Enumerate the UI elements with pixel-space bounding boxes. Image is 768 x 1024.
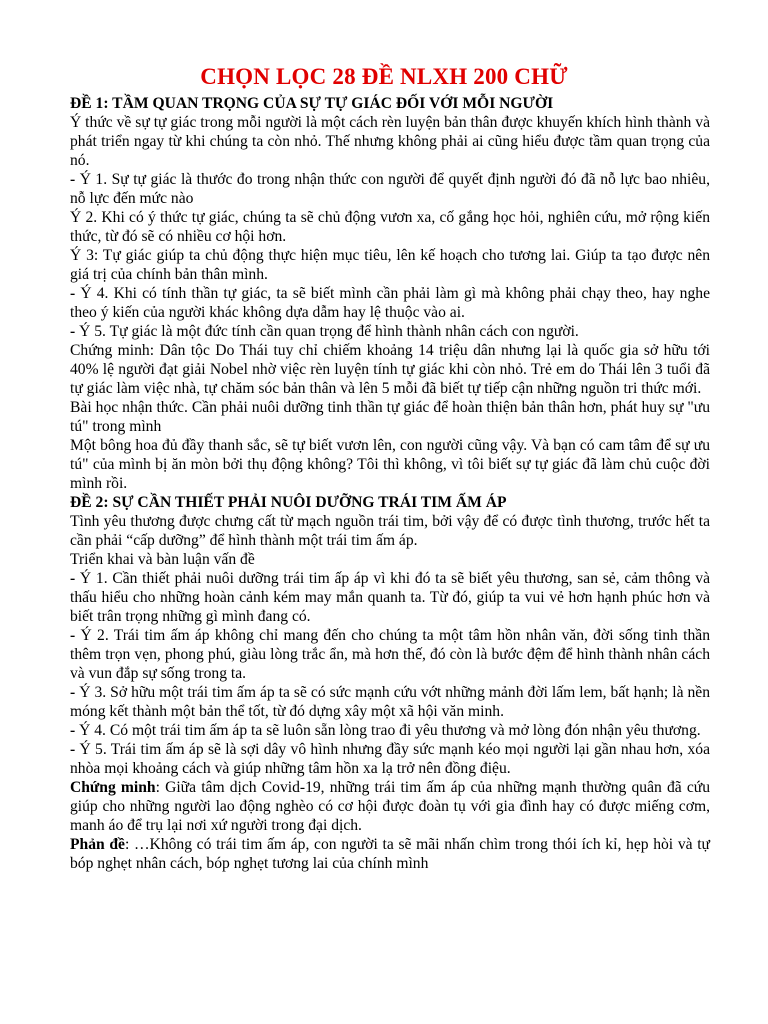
paragraph [70,170,710,208]
paragraph-text: : …Không có trái tim ấm áp, con người ta sẽ mãi nhấn chìm trong thói ích kỉ, hẹp hòi và tự bóp nghẹt nhân cách, bóp nghẹt tương lai của chính mình [70,836,710,872]
paragraph [70,322,710,341]
paragraph [70,721,710,740]
paragraph-text: Ý 4. Có một trái tim ấm áp ta sẽ luôn sẵn lòng trao đi yêu thương và mở lòng đón nhận yêu thương. [79,722,701,739]
paragraph [70,436,710,493]
paragraph [70,246,710,284]
paragraph [70,341,710,398]
paragraph [70,835,710,873]
paragraph-text: : Giữa tâm dịch Covid-19, những trái tim ấm áp của những mạnh thường quân đã cứu giúp cho những người lao động nghèo có cơ hội được đoàn tụ với gia đình hay có được miếng cơm, manh áo để trụ lại nơi xứ người trong đại dịch. [70,779,710,834]
paragraph-lead: - [70,285,81,302]
paragraph-text: Triển khai và bàn luận vấn đề [70,551,255,568]
paragraph-lead: - [70,627,81,644]
paragraph-lead: - [70,171,80,188]
paragraph-lead: - [70,323,80,340]
paragraph-text: Ý 1. Cần thiết phải nuôi dưỡng trái tim ấp áp vì khi đó ta sẽ biết yêu thương, san sẻ, cảm thông và thấu hiểu cho những hoàn cảnh kém may mắn quanh ta. Từ đó, giúp ta vui vẻ hơn hạnh phúc hơn và biết trân trọng những gì mình đang có. [70,570,710,625]
paragraph-text: Ý thức về sự tự giác trong mỗi người là một cách rèn luyện bản thân được khuyến khích hình thành và phát triển ngay từ khi chúng ta còn nhỏ. Thế nhưng không phải ai cũng hiểu được tầm quan trọng của nó. [70,114,710,169]
paragraph [70,569,710,626]
paragraph-text: Tình yêu thương được chưng cất từ mạch nguồn trái tim, bởi vậy để có được tình thương, trước hết ta cần phải “cấp dưỡng” để hình thành một trái tim ấm áp. [70,513,710,549]
paragraph-text: Ý 5. Tự giác là một đức tính cần quan trọng để hình thành nhân cách con người. [79,323,579,340]
paragraph-text: Ý 4. Khi có tính thần tự giác, ta sẽ biết mình cần phải làm gì mà không phải chạy theo, hay nghe theo ý kiến của người khác không dựa dẫm hay lệ thuộc vào ai. [70,285,710,321]
paragraph-lead: - [70,684,80,701]
paragraph-text: Ý 2. Trái tim ấm áp không chỉ mang đến cho chúng ta một tâm hồn nhân văn, đời sống tinh thần thêm trọn vẹn, phong phú, giàu lòng trắc ẩn, mà hơn thế, đó còn là bước đệm để hình thành nhân cách và vun đắp sự sống trong ta. [70,627,710,682]
paragraph-text: Một bông hoa đủ đầy thanh sắc, sẽ tự biết vươn lên, con người cũng vậy. Và bạn có cam tâm để sự ưu tú" của mình bị ăn mòn bởi thụ động không? Tôi thì không, vì tôi biết sự tự giác đã làm chủ cuộc đời mình rồi. [70,437,710,492]
paragraph-text: Ý 3. Sở hữu một trái tim ấm áp ta sẽ có sức mạnh cứu vớt những mảnh đời lấm lem, bất hạnh; là nền móng kết thành một bản thể tốt, từ đó dựng xây một xã hội văn minh. [70,684,711,720]
paragraph-lead: - [70,722,80,739]
paragraph [70,284,710,322]
paragraph [70,740,710,778]
paragraph [70,113,710,170]
paragraph-lead: - [70,570,80,587]
paragraph [70,550,710,569]
paragraph [70,398,710,436]
paragraph-lead: Phản đề [70,836,125,853]
paragraph [70,512,710,550]
section-heading [70,94,710,113]
paragraph [70,778,710,835]
paragraph-text: Ý 2. Khi có ý thức tự giác, chúng ta sẽ chủ động vươn xa, cố gắng học hỏi, nghiên cứu, mở rộng kiến thức, từ đó sẽ có nhiều cơ hội hơn. [70,209,710,245]
section-heading [70,493,710,512]
paragraph-text: Ý 1. Sự tự giác là thước đo trong nhận thức con người để quyết định người đó đã nỗ lực bao nhiêu, nỗ lực đến mức nào [70,171,711,207]
document-title: CHỌN LỌC 28 ĐỀ NLXH 200 CHỮ [200,64,568,89]
paragraph-text: Chứng minh: Dân tộc Do Thái tuy chỉ chiếm khoảng 14 triệu dân nhưng lại là quốc gia sở hữu tới 40% lệ người đạt giải Nobel nhờ việc rèn luyện tính tự giác khi còn nhỏ. Trẻ em do Thái lên 3 tuổi đã tự giác làm việc nhà, tự chăm sóc bản thân và lên 5 mỗi đã biết tự tiếp cận những nguồn tri thức mới. [70,342,710,397]
paragraph [70,208,710,246]
paragraph-lead: - [70,741,80,758]
paragraph [70,683,710,721]
paragraph-text: ĐỀ 2: SỰ CẦN THIẾT PHẢI NUÔI DƯỠNG TRÁI TIM ẤM ÁP [70,494,507,511]
paragraph-text: Ý 5. Trái tim ấm áp sẽ là sợi dây vô hình nhưng đầy sức mạnh kéo mọi người lại gần nhau hơn, xóa nhòa mọi khoảng cách và giúp những tâm hồn xa lạ trở nên đồng điệu. [70,741,711,777]
paragraph-lead: Chứng minh [70,779,156,796]
paragraph-text: ĐỀ 1: TẦM QUAN TRỌNG CỦA SỰ TỰ GIÁC ĐỐI VỚI MỖI NGƯỜI [70,95,554,112]
paragraph-text: Bài học nhận thức. Cần phải nuôi dưỡng tinh thần tự giác để hoàn thiện bản thân hơn, phát huy sự "ưu tú" trong mình [70,399,710,435]
paragraph-text: Ý 3: Tự giác giúp ta chủ động thực hiện mục tiêu, lên kế hoạch cho tương lai. Giúp ta tạo được nên giá trị của chính bản thân mình. [70,247,710,283]
paragraph [70,626,710,683]
document-body [70,94,710,873]
